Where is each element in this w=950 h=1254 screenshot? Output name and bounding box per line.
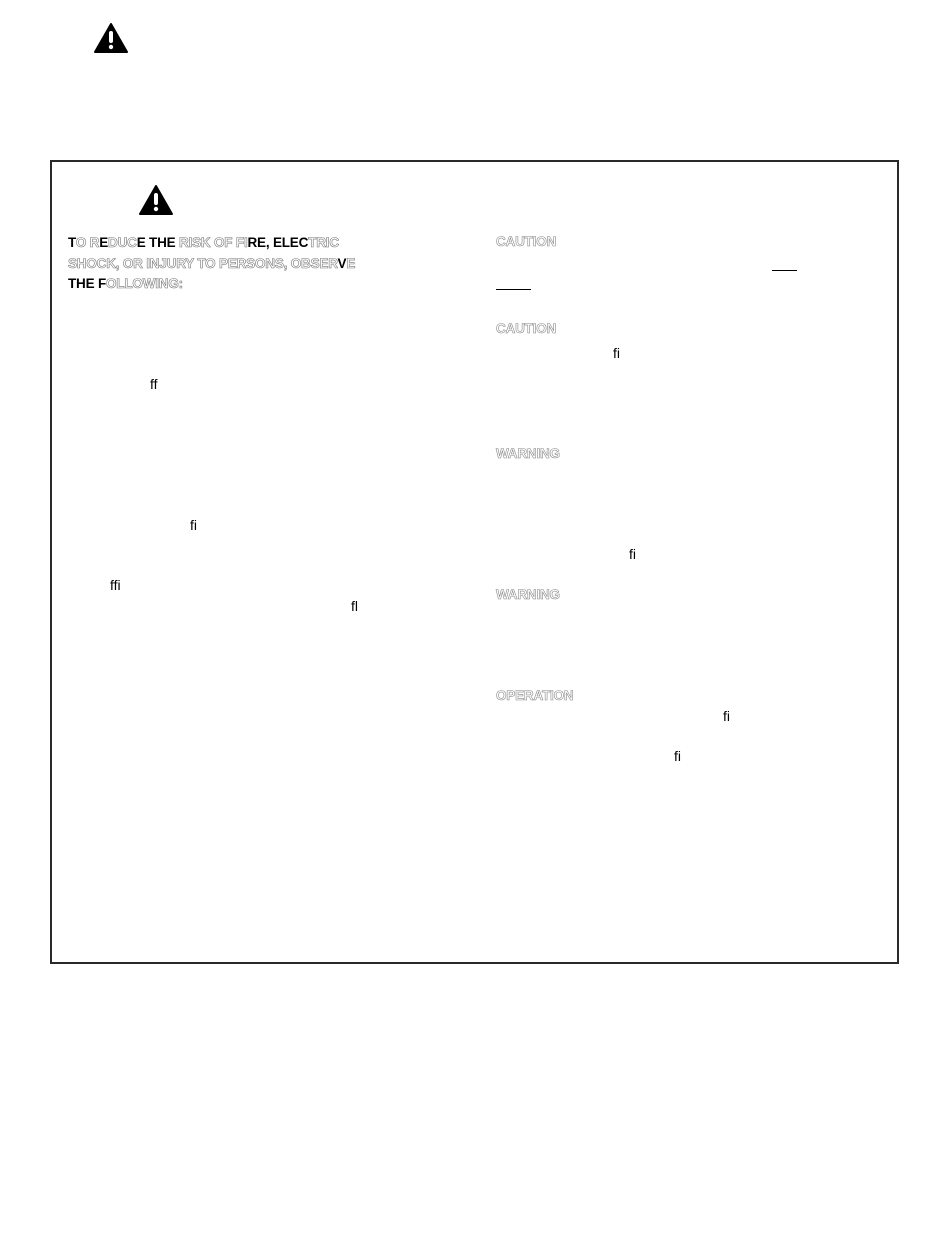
ligature-fi-right-4: fi — [674, 748, 681, 764]
warning-triangle-icon — [93, 22, 129, 54]
box-warning-triangle-icon — [138, 184, 174, 216]
caution-heading-2: CAUTION — [496, 321, 557, 336]
hazard-line-3: THE FOLLOWING: — [68, 276, 183, 291]
warning-heading-1: WARNING — [496, 446, 560, 461]
ligature-fi-right-3: fi — [723, 708, 730, 724]
ligature-ff: ff — [150, 376, 158, 392]
ligature-fl: fl — [351, 598, 358, 614]
hazard-line-2: SHOCK, OR INJURY TO PERSONS, OBSERVE — [68, 255, 356, 271]
underline-1 — [772, 270, 797, 271]
underline-2 — [496, 289, 531, 290]
ligature-fi-right-2: fi — [629, 546, 636, 562]
ligature-fi-right-1: fi — [613, 345, 620, 361]
ligature-ffi: ffi — [110, 577, 121, 593]
ligature-fi: fi — [190, 517, 197, 533]
warning-heading-2: WARNING — [496, 587, 560, 602]
caution-heading-1: CAUTION — [496, 234, 557, 249]
operation-heading: OPERATION — [496, 688, 574, 703]
hazard-intro-heading — [68, 233, 378, 295]
hazard-line-1: TO REDUCE THE RISK OF FIRE, ELECTRIC — [68, 235, 339, 250]
